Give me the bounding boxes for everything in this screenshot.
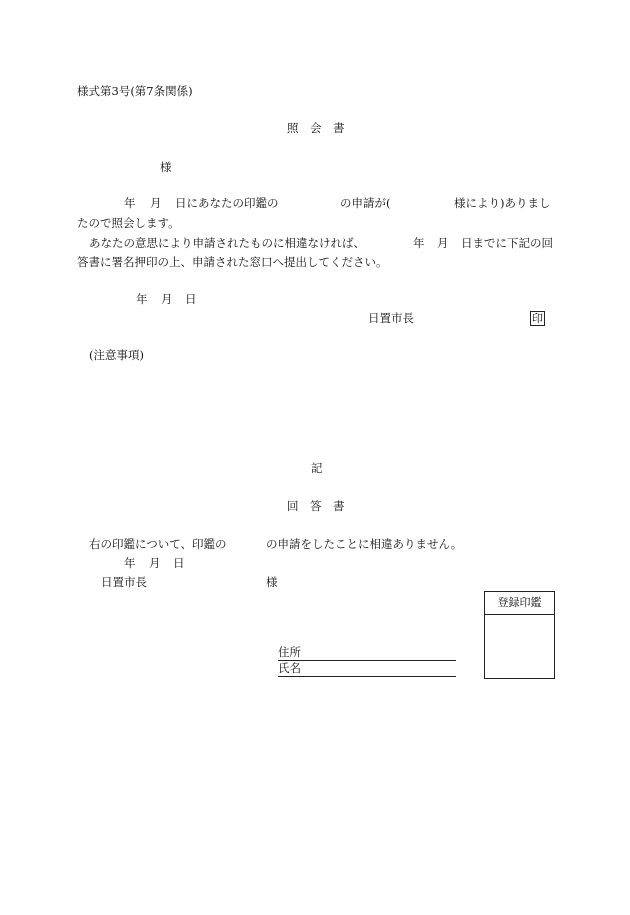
inquiry-line3-b: 日までに下記の回: [461, 236, 553, 250]
inquiry-line4: 答書に署名押印の上、申請された窓口へ提出してください。: [77, 255, 388, 269]
reply-mayor: 日置市長: [101, 575, 147, 589]
reply-title: 回 答 書: [287, 499, 345, 513]
reply-date-day: 日: [173, 556, 185, 570]
form-number: 様式第3号(第7条関係): [77, 84, 193, 98]
addressee-suffix: 様: [160, 160, 172, 174]
inquiry-year: 年: [124, 196, 136, 210]
address-line: [278, 660, 456, 661]
inquiry-date-day: 日: [185, 292, 197, 306]
inquiry-line3-a: あなたの意思により申請されたものに相違なければ、: [89, 236, 365, 250]
name-label: 氏名: [278, 661, 301, 675]
inquiry-title: 照 会 書: [287, 121, 345, 135]
inquiry-date-year: 年: [136, 292, 148, 306]
reply-date-year: 年: [124, 556, 136, 570]
seal-mark: 印: [532, 312, 543, 325]
name-line: [278, 676, 456, 677]
reply-date-month: 月: [149, 556, 161, 570]
inquiry-month: 月: [150, 196, 162, 210]
inquiry-application: の申請が(: [340, 196, 391, 210]
record-heading: 記: [311, 461, 323, 475]
reply-suffix: 様: [266, 575, 278, 589]
reply-body-a: 右の印鑑について、印鑑の: [89, 537, 227, 551]
registered-seal-box: [484, 591, 555, 679]
inquiry-by: 様により)ありまし: [454, 196, 551, 210]
inquiry-line3-month: 月: [437, 236, 449, 250]
inquiry-date-month: 月: [161, 292, 173, 306]
inquiry-day-text: 日にあなたの印鑑の: [175, 196, 279, 210]
reply-body-b: の申請をしたことに相違ありません。: [266, 537, 463, 551]
inquiry-line3-year: 年: [413, 236, 425, 250]
address-label: 住所: [278, 645, 301, 659]
mayor-name: 日置市長: [368, 311, 414, 325]
registered-seal-label: 登録印鑑: [485, 592, 554, 615]
notes-heading: (注意事項): [89, 348, 144, 362]
inquiry-line2: たので照会します。: [77, 216, 180, 230]
